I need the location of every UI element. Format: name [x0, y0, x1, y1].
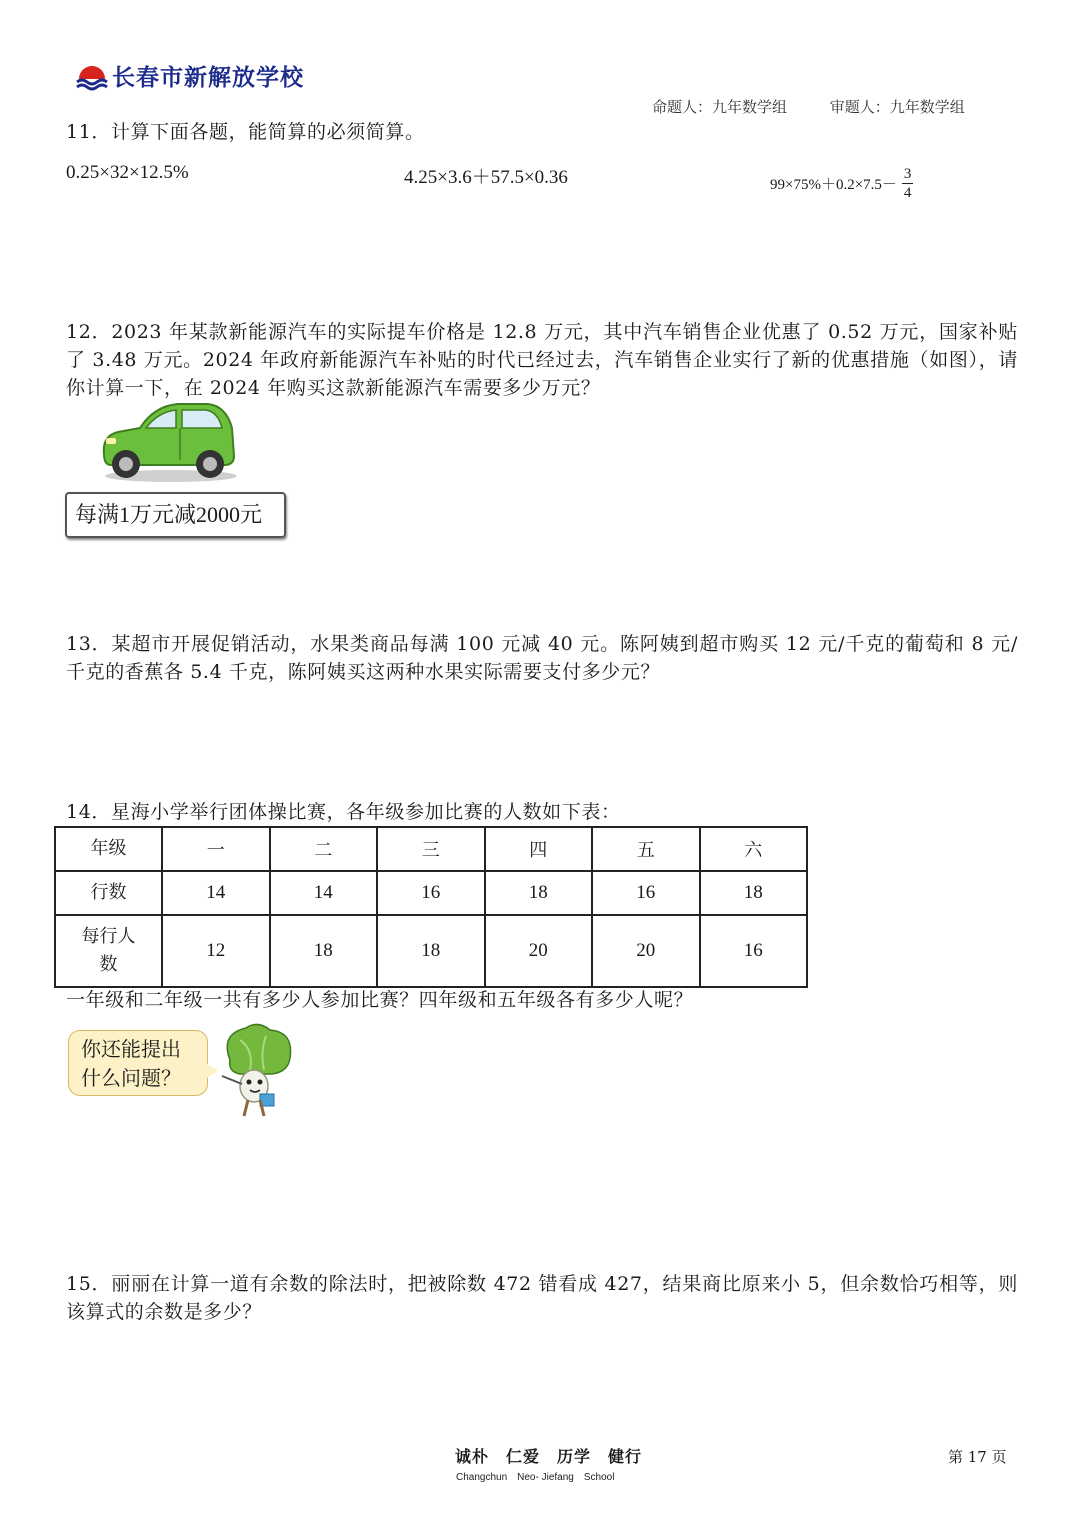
table-header-cell: 一 [162, 827, 270, 871]
table-cell: 18 [700, 871, 808, 915]
table-cell: 18 [377, 915, 485, 987]
table-cell: 16 [700, 915, 808, 987]
table-row-label: 行数 [55, 871, 162, 915]
table-header-cell: 四 [485, 827, 593, 871]
table-row-label [55, 915, 162, 987]
page-number: 第 17 页 [948, 1448, 1007, 1466]
table-header-cell: 六 [700, 827, 808, 871]
bubble-line-2: 什么问题？ [81, 1066, 181, 1090]
reviewer: 审题人：九年数学组 [829, 98, 965, 116]
table-cell: 12 [162, 915, 270, 987]
table-cell: 16 [592, 871, 700, 915]
bubble-line-1: 你还能提出 [81, 1037, 181, 1061]
cabbage-mascot-image [210, 1020, 300, 1120]
table-cell: 20 [592, 915, 700, 987]
table-cell: 16 [377, 871, 485, 915]
fraction [902, 165, 914, 202]
table-cell: 18 [270, 915, 378, 987]
question-12: 12．2023 年某款新能源汽车的实际提车价格是 12.8 万元，其中汽车销售企业优惠了 0.52 万元，国家补贴了 3.48 万元。2024 年政府新能源汽车补贴的时代已经过去，汽车销售企业实行了新的优惠措施（如图），请你计算一下，在 2024 年购买这款新能源汽车需要多少万元？ [66, 321, 1018, 399]
table-header-cell: 二 [270, 827, 378, 871]
q11-expression-3 [770, 165, 913, 202]
question-13: 13．某超市开展促销活动，水果类商品每满 100 元减 40 元。陈阿姨到超市购买 12 元/千克的葡萄和 8 元/千克的香蕉各 5.4 千克，陈阿姨买这两种水果实际需要支付多少元？ [66, 633, 1018, 683]
row-label-line-1: 每行人 [81, 926, 136, 947]
table-row [55, 915, 807, 987]
table-cell: 14 [270, 871, 378, 915]
exam-authors [652, 96, 1003, 117]
table-row [55, 871, 807, 915]
speech-bubble [68, 1030, 208, 1096]
fraction-numerator: 3 [903, 166, 912, 182]
question-15: 15．丽丽在计算一道有余数的除法时，把被除数 472 错看成 427，结果商比原来小 5，但余数恰巧相等，则该算式的余数是多少？ [66, 1273, 1018, 1323]
table-cell: 14 [162, 871, 270, 915]
q11-expression-3-text: 99×75%＋0.2×7.5－ [770, 177, 897, 193]
table-cell: 20 [485, 915, 593, 987]
table-header-cell: 三 [377, 827, 485, 871]
table-header-cell: 年级 [55, 827, 162, 871]
q11-expression-1: 0.25×32×12.5% [66, 162, 189, 183]
q11-expression-2: 4.25×3.6＋57.5×0.36 [404, 167, 568, 188]
school-logo [76, 62, 306, 94]
promo-sign: 每满1万元减2000元 [65, 492, 286, 538]
question-11: 11．计算下面各题，能简算的必须简算。 [66, 121, 425, 143]
fraction-denominator: 4 [903, 185, 912, 201]
sun-wave-icon [76, 62, 108, 92]
green-car-image [96, 398, 242, 484]
author: 命题人：九年数学组 [652, 98, 788, 116]
table-row [55, 827, 807, 871]
participants-table [54, 826, 808, 988]
row-label-line-2: 数 [99, 954, 118, 975]
school-motto: 诚朴 仁爱 历学 健行 [455, 1447, 643, 1466]
question-14: 14．星海小学举行团体操比赛，各年级参加比赛的人数如下表： [66, 801, 621, 823]
q14-followup: 一年级和二年级一共有多少人参加比赛？四年级和五年级各有多少人呢？ [66, 989, 694, 1011]
table-header-cell: 五 [592, 827, 700, 871]
table-cell: 18 [485, 871, 593, 915]
school-motto-english: Changchun Neo- Jiefang School [456, 1472, 615, 1483]
school-name: 长春市新解放学校 [112, 64, 304, 91]
